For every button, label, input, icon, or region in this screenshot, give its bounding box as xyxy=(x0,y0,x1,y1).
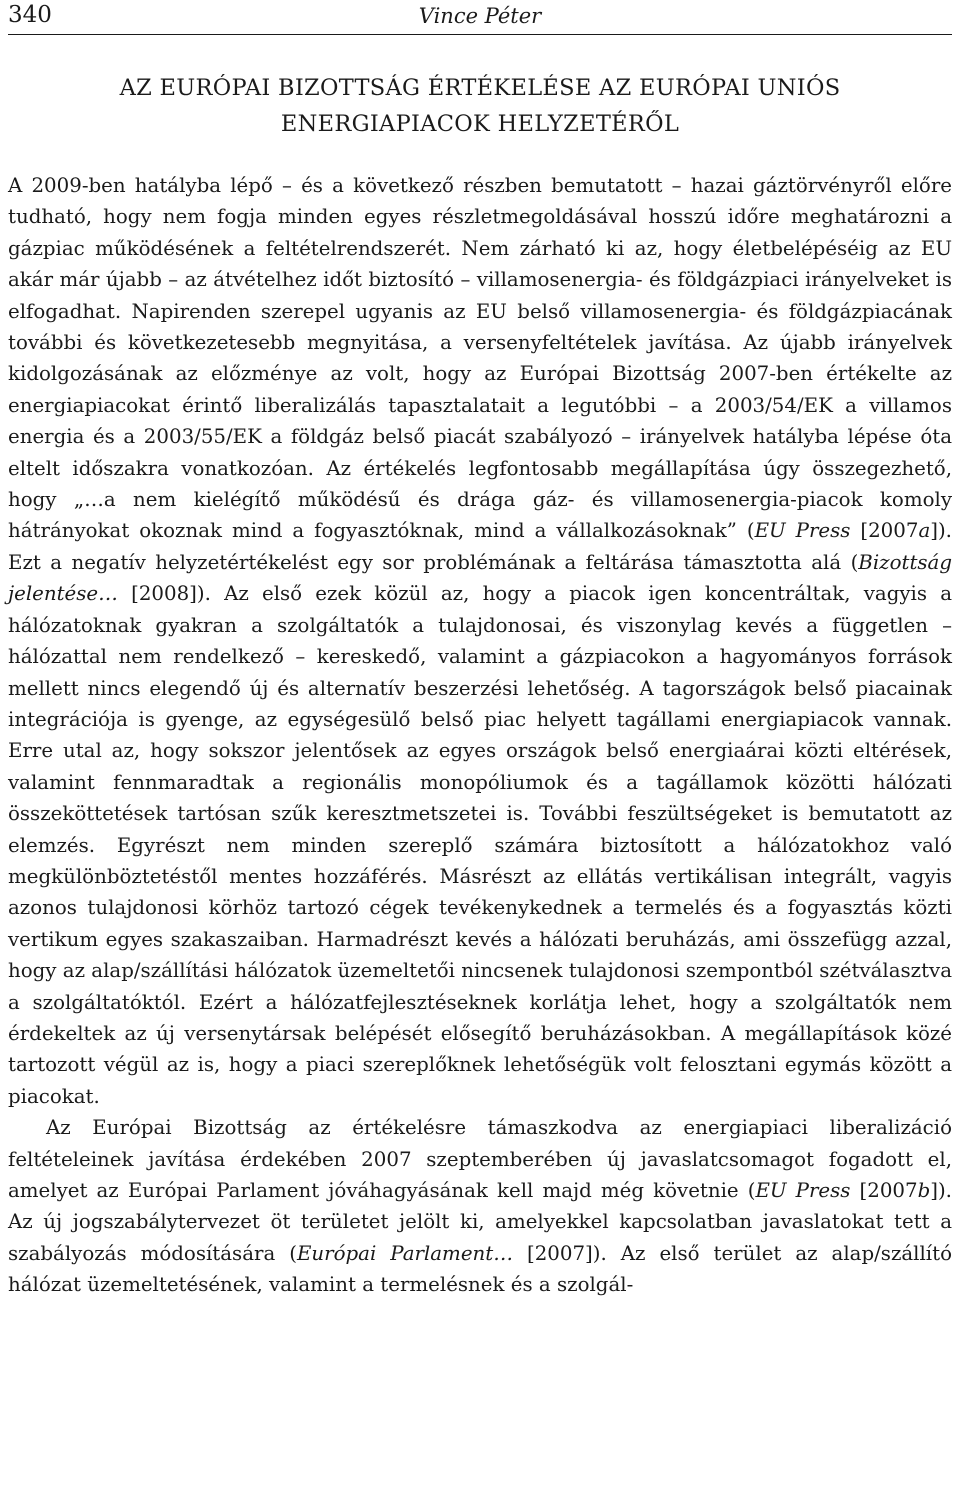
body-text xyxy=(8,170,952,1301)
italic-text-run: EU Press xyxy=(754,519,851,543)
text-run: [2007]). Az első terület az alap/szállító hálózat üzemeltetésének, valamint a termelésnek és a szolgál- xyxy=(8,1241,952,1297)
italic-text-run: Bizottság jelentése… xyxy=(8,550,952,606)
text-run: [2007 xyxy=(850,519,919,543)
italic-text-run: Európai Parlament… xyxy=(296,1241,513,1265)
section-title: AZ EURÓPAI BIZOTTSÁG ÉRTÉKELÉSE AZ EURÓPAI UNIÓS ENERGIAPIACOK HELYZETÉRŐL xyxy=(119,75,841,137)
italic-text-run: b xyxy=(917,1179,931,1202)
italic-text-run: EU Press xyxy=(755,1179,851,1202)
italic-text-run: a xyxy=(918,519,931,543)
text-run: A 2009-ben hatályba lépő – és a következő részben bemutatott – hazai gáztörvényről előre tudható, hogy nem fogja minden egyes részletmegoldásával hosszú időre meghatározni a gázpiac működésének a feltételrendszerét. Nem zárható ki az, hogy életbelépéséig az EU akár már újabb – az átvételhez időt biztosító – villamosenergia- és földgázpiaci irányelveket is elfogadhat. Napirenden szerepel ugyanis az EU belső villamosenergia- és földgázpiacának további és következetesebb megnyitása, a versenyfeltételek javítása. Az újabb irányelvek kidolgozásának az előzménye az volt, hogy az Európai Bizottság 2007-ben értékelte az energiapiacokat érintő liberalizálás tapasztalatait a legutóbbi – a 2003/54/EK a villamos energia és a 2003/55/EK a földgáz belső piacát szabályozó – irányelvek hatályba lépése óta eltelt időszakra vonatkozóan. Az értékelés legfontosabb megállapítása úgy összegezhető, hogy „…a nem kielégítő működésű és drága gáz- és villamosenergia-piacok komoly hátrányokat okoznak mind a fogyasztóknak, mind a vállalkozásoknak” ( xyxy=(8,174,952,543)
text-run: Az Európai Bizottság az értékelésre támaszkodva az energiapiaci liberalizáció feltételeinek javítása érdekében 2007 szeptemberében új javaslatcsomagot fogadott el, amelyet az Európai Parlament jóváhagyásának kell majd még követnie ( xyxy=(8,1116,952,1202)
running-head-author: Vince Péter xyxy=(418,4,542,28)
page-number: 340 xyxy=(8,2,52,28)
text-run: ]). Az új jogszabálytervezet öt területet jelölt ki, amelyekkel kapcsolatban javaslatokat tett a szabályozás módosítására ( xyxy=(8,1179,952,1265)
paragraph xyxy=(8,170,952,1112)
text-run: ]). Ezt a negatív helyzetértékelést egy sor problémának a feltárása támasztotta alá ( xyxy=(8,519,952,574)
page-header xyxy=(8,0,952,35)
paragraph xyxy=(8,1112,952,1300)
text-run: [2007 xyxy=(850,1179,918,1202)
text-run: [2008]). Az első ezek közül az, hogy a piacok igen koncentráltak, vagyis a hálózatoknak gyakran a szolgáltatók a tulajdonosai, és viszonylag kevés a független – hálózattal nem rendelkező – kereskedő, valamint a gázpiacokon a hagyományos források mellett nincs elegendő új és alternatív beszerzési lehetőség. A tagországok belső piacainak integrációja is gyenge, az egységesülő belső piac helyett tagállami energiapiacok vannak. Erre utal az, hogy sokszor jelentősek az egyes országok belső energiaárai közti eltérések, valamint fennmaradtak a regionális monopóliumok és a tagállamok közötti hálózati összeköttetések tartósan szűk keresztmetszetei is. További feszültségeket is bemutatott az elemzés. Egyrészt nem minden szereplő számára biztosított a hálózatokhoz való megkülönböztetéstől mentes hozzáférés. Másrészt az ellátás vertikálisan integrált, vagyis azonos tulajdonosi körhöz tartozó cégek tevékenykednek a termelés és a fogyasztás közti vertikum egyes szakaszaiban. Harmadrészt kevés a hálózati beruházás, ami összefügg azzal, hogy az alap/szállítási hálózatok üzemeltetői nincsenek tulajdonosi szempontból szétválasztva a szolgáltatóktól. Ezért a hálózatfejlesztéseknek korlátja lehet, hogy a szolgáltatók nem érdekeltek az új versenytársak belépését elősegítő beruházásokban. A megállapítások közé tartozott végül az is, hogy a piaci szereplőknek lehetőségük volt felosztani egymás között a piacokat. xyxy=(8,582,952,1108)
